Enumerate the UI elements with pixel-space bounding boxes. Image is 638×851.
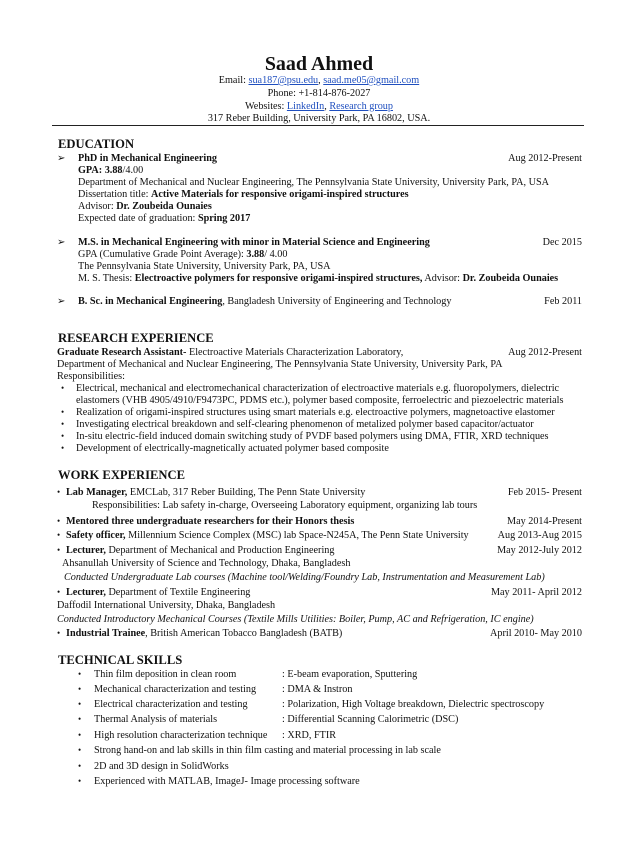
bullet-icon: •	[78, 699, 82, 709]
thesis-advisor: Dr. Zoubeida Ounaies	[462, 273, 559, 284]
safety-officer-org: Millennium Science Complex (MSC) lab Space-N245A, The Penn State University	[125, 530, 469, 541]
email-line	[0, 74, 638, 87]
lecturer-aust-courses: Conducted Undergraduate Lab courses (Machine tool/Welding/Foundry Lab, Instrumentation and Measurement Lab)	[64, 572, 545, 583]
phone-line: Phone: +1-814-876-2027	[267, 88, 371, 99]
bullet-icon: •	[57, 628, 61, 638]
research-item: In-situ electric-field induced domain switching study of PVDF based polymers using DMA, FTIR, XRD techniques	[76, 431, 549, 442]
trainee-title: Industrial Trainee	[66, 628, 146, 639]
lecturer-diu-courses: Conducted Introductory Mechanical Courses (Textile Mills Utilities: Boiler, Pump, AC and Refrigeration, IC engine)	[57, 614, 534, 625]
phd-date: Aug 2012-Present	[508, 153, 582, 164]
bullet-icon: •	[57, 530, 61, 540]
skill-item: Mechanical characterization and testing	[94, 684, 257, 695]
bullet-icon: •	[61, 419, 65, 429]
bullet-icon: •	[57, 545, 61, 555]
responsibilities-label: Responsibilities:	[57, 371, 125, 382]
arrow-bullet-icon: ➢	[57, 237, 66, 248]
thesis-title: Electroactive polymers for responsive origami-inspired structures,	[134, 273, 423, 284]
arrow-bullet-icon: ➢	[57, 153, 66, 164]
lecturer-title: Lecturer,	[66, 545, 106, 556]
dissertation-label: Dissertation title:	[78, 189, 151, 200]
phd-gpa-value: 3.88	[104, 165, 123, 176]
research-date: Aug 2012-Present	[508, 347, 582, 358]
lecturer-diu-date: May 2011- April 2012	[490, 587, 582, 598]
skill-item: Experienced with MATLAB, ImageJ- Image processing software	[94, 776, 360, 787]
research-group-link[interactable]: Research group	[329, 101, 393, 112]
lab-manager-date: Feb 2015- Present	[507, 487, 582, 498]
lab-manager-responsibilities: Responsibilities: Lab safety in-charge, Overseeing Laboratory equipment, organizing lab tours	[92, 500, 478, 511]
lecturer-department: Department of Textile Engineering	[105, 587, 251, 598]
research-item: Investigating electrical breakdown and self-clearing phenomenon of metalized polymer based capacitor/actuator	[76, 419, 534, 430]
bullet-icon: •	[57, 516, 61, 526]
lab-manager-org: EMCLab, 317 Reber Building, The Penn State University	[127, 487, 366, 498]
thesis-advisor-label: Advisor:	[422, 273, 463, 284]
skill-item: Electrical characterization and testing	[94, 699, 248, 710]
skill-detail: : Polarization, High Voltage breakdown, Dielectric spectroscopy	[282, 699, 545, 710]
bullet-icon: •	[78, 684, 82, 694]
bullet-icon: •	[61, 383, 65, 393]
lecturer-aust-entry	[66, 544, 334, 557]
safety-officer-date: Aug 2013-Aug 2015	[497, 530, 582, 541]
skill-detail: : XRD, FTIR	[282, 730, 337, 741]
skill-item: 2D and 3D design in SolidWorks	[94, 761, 229, 772]
lecturer-diu-university: Daffodil International University, Dhaka, Bangladesh	[57, 600, 276, 611]
bullet-icon: •	[57, 487, 61, 497]
safety-officer-title: Safety officer,	[66, 530, 126, 541]
bsc-date: Feb 2011	[544, 296, 582, 307]
graduation-label: Expected date of graduation:	[78, 213, 198, 224]
email-label: Email:	[218, 75, 249, 86]
phd-gpa-label: GPA:	[78, 165, 105, 176]
research-role-title: Graduate Research Assistant-	[57, 347, 187, 358]
skill-detail: : DMA & Instron	[282, 684, 353, 695]
skill-item: Thermal Analysis of materials	[94, 714, 218, 725]
ms-date: Dec 2015	[542, 237, 582, 248]
skills-heading: TECHNICAL SKILLS	[58, 653, 183, 667]
lecturer-diu-entry	[66, 586, 250, 599]
phd-title: PhD in Mechanical Engineering	[78, 153, 217, 164]
ms-gpa-scale: / 4.00	[264, 249, 288, 260]
bullet-icon: •	[78, 730, 82, 740]
ms-gpa-colon: :	[240, 249, 247, 260]
research-item: Development of electrically-magnetically actuated polymer based composite	[76, 443, 389, 454]
ms-gpa-label: GPA	[78, 249, 100, 260]
address-line: 317 Reber Building, University Park, PA 16802, USA.	[207, 113, 431, 124]
email-separator: ,	[318, 75, 324, 86]
ms-thesis	[78, 272, 558, 285]
research-item: Realization of origami-inspired structures using smart materials e.g. electroactive polymers, magnetoactive elastomer	[76, 407, 555, 418]
education-heading: EDUCATION	[58, 137, 135, 151]
resume-name: Saad Ahmed	[264, 53, 374, 75]
lecturer-title: Lecturer,	[66, 587, 106, 598]
lecturer-aust-university: Ahsanullah University of Science and Technology, Dhaka, Bangladesh	[62, 558, 351, 569]
ms-university: The Pennsylvania State University, University Park, PA, USA	[78, 261, 331, 272]
arrow-bullet-icon: ➢	[57, 296, 66, 307]
work-heading: WORK EXPERIENCE	[58, 468, 186, 482]
ms-gpa-description: (Cumulative Grade Point Average)	[99, 249, 241, 260]
lab-manager-title: Lab Manager,	[66, 487, 128, 498]
dissertation-title: Active Materials for responsive origami-inspired structures	[151, 189, 409, 200]
graduation-date: Spring 2017	[197, 213, 251, 224]
research-lab: Electroactive Materials Characterization Laboratory,	[186, 347, 404, 358]
bullet-icon: •	[78, 714, 82, 724]
mentored-entry: Mentored three undergraduate researchers for their Honors thesis	[66, 516, 355, 527]
lecturer-department: Department of Mechanical and Production Engineering	[105, 545, 335, 556]
websites-label: Websites:	[245, 101, 287, 112]
mentored-date: May 2014-Present	[507, 516, 582, 527]
skill-item: Strong hand-on and lab skills in thin film casting and material processing in lab scale	[94, 745, 441, 756]
bsc-title: B. Sc. in Mechanical Engineering	[78, 296, 223, 307]
bullet-icon: •	[61, 443, 65, 453]
header-divider	[52, 125, 584, 126]
email-link-psu[interactable]: sua187@psu.edu	[248, 75, 319, 86]
skill-detail: : Differential Scanning Calorimetric (DSC)	[282, 714, 459, 725]
bullet-icon: •	[61, 431, 65, 441]
bsc-university: , Bangladesh University of Engineering and Technology	[222, 296, 452, 307]
bullet-icon: •	[78, 745, 82, 755]
websites-separator: ,	[324, 101, 330, 112]
research-department: Department of Mechanical and Nuclear Engineering, The Pennsylvania State University, University Park, PA	[57, 359, 503, 370]
thesis-label: M. S. Thesis:	[78, 273, 135, 284]
phd-graduation	[78, 212, 250, 225]
trainee-date: April 2010- May 2010	[490, 628, 582, 639]
trainee-entry	[66, 627, 342, 640]
lab-manager-entry	[66, 486, 365, 499]
skill-detail: : E-beam evaporation, Sputtering	[282, 669, 418, 680]
bsc-entry	[78, 295, 451, 308]
research-item: Electrical, mechanical and electromechanical characterization of electroactive materials e.g. fluoropolymers, dielectric	[76, 383, 560, 394]
ms-title: M.S. in Mechanical Engineering with minor in Material Science and Engineering	[78, 237, 430, 248]
bullet-icon: •	[57, 587, 61, 597]
skill-item: Thin film deposition in clean room	[94, 669, 237, 680]
email-link-gmail[interactable]: saad.me05@gmail.com	[323, 75, 420, 86]
advisor-label: Advisor:	[78, 201, 117, 212]
linkedin-link[interactable]: LinkedIn	[286, 101, 325, 112]
safety-officer-entry	[66, 529, 469, 542]
phd-gpa-scale: /4.00	[122, 165, 144, 176]
phd-department: Department of Mechanical and Nuclear Engineering, The Pennsylvania State University, University Park, PA, USA	[78, 177, 549, 188]
trainee-org: , British American Tobacco Bangladesh (BATB)	[145, 628, 343, 639]
advisor-name: Dr. Zoubeida Ounaies	[116, 201, 212, 212]
research-item-continued: elastomers (VHB 4905/4910/F9473PC, PDMS etc.), polymer based composite, ferroelectric and piezoelectric materials	[76, 395, 564, 406]
ms-gpa-value: 3.88	[246, 249, 265, 260]
bullet-icon: •	[78, 669, 82, 679]
lecturer-aust-date: May 2012-July 2012	[497, 545, 582, 556]
bullet-icon: •	[78, 776, 82, 786]
skill-item: High resolution characterization technique	[94, 730, 268, 741]
research-heading: RESEARCH EXPERIENCE	[58, 331, 214, 345]
bullet-icon: •	[61, 407, 65, 417]
bullet-icon: •	[78, 761, 82, 771]
